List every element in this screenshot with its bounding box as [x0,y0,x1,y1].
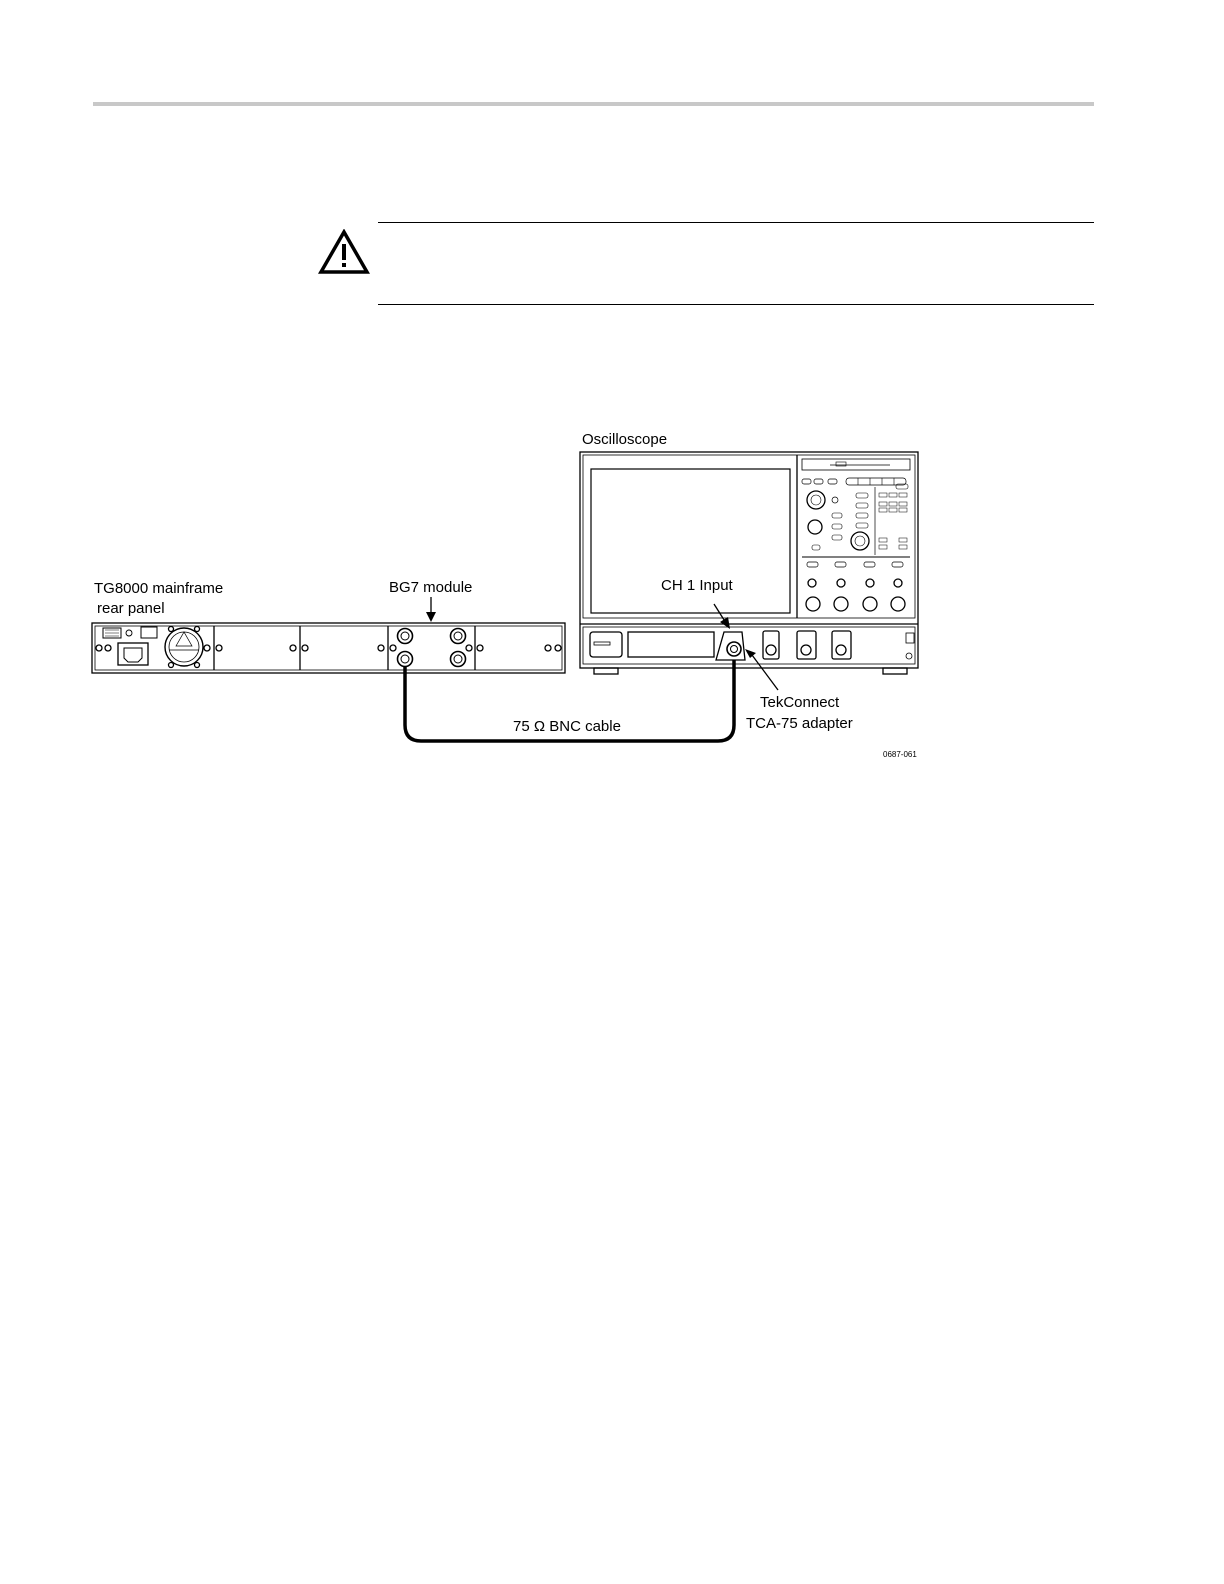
cable-label: 75 Ω BNC cable [513,718,621,735]
bg7-arrow [426,597,436,622]
figure-id-label: 0687-061 [883,750,917,759]
ch1-input-label: CH 1 Input [661,577,733,594]
bg7-module-label: BG7 module [389,579,473,596]
oscilloscope-device [580,452,918,674]
bg7-module-connectors [398,629,466,667]
tg8000-rear-panel [92,623,565,673]
tca75-adapter [716,632,745,660]
tekconnect-label-line2: TCA-75 adapter [746,715,853,732]
mainframe-label-line1: TG8000 mainframe [94,580,224,597]
tekconnect-label-line1: TekConnect [760,694,840,711]
ch1-input-arrow [714,604,730,629]
oscilloscope-label: Oscilloscope [582,431,668,448]
mainframe-label-line2: rear panel [97,600,165,617]
